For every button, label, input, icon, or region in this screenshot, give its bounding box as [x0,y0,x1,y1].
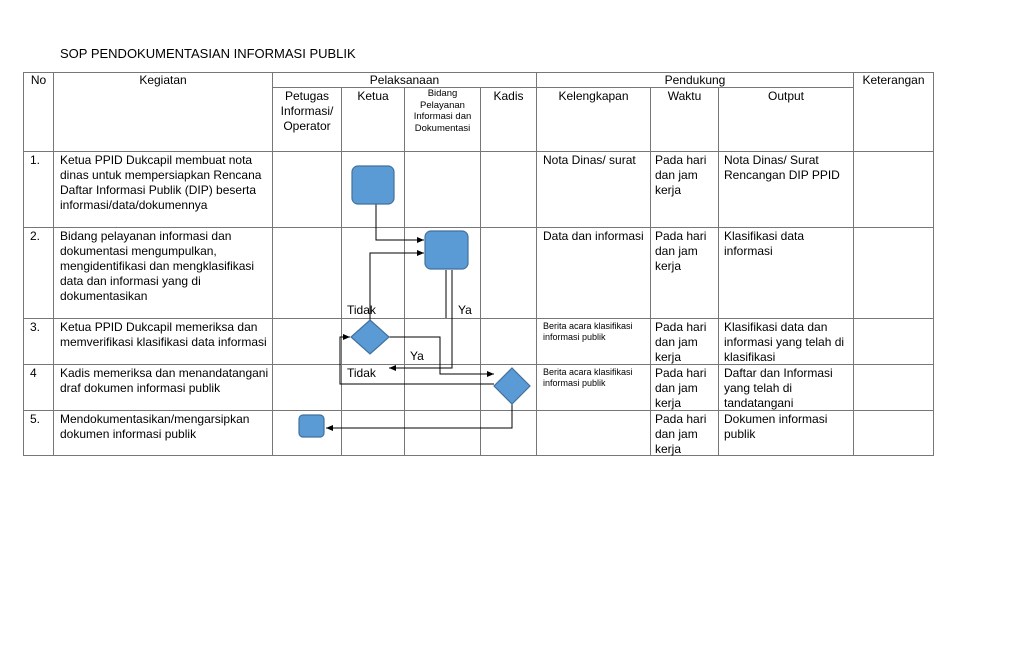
row2-kelengkapan: Data dan informasi [543,229,644,243]
row3-no: 3. [30,320,41,334]
header-keterangan: Keterangan [862,73,925,87]
row3-kegiatan: Ketua PPID Dukcapil memeriksa dan memverifikasi klasifikasi data informasi [60,320,267,349]
process-box-step5 [299,415,324,437]
header-kelengkapan: Kelengkapan [558,89,629,103]
row4-kelengkapan: Berita acara klasifikasi informasi publik [543,367,633,388]
decision-diamond-step3 [351,320,389,354]
row4-no: 4 [30,366,37,380]
row2-kegiatan: Bidang pelayanan informasi dan dokumentasi mengumpulkan, mengidentifikasi dan mengklasifikasi data dan informasi yang di dokumentasikan [60,229,255,303]
header-waktu: Waktu [667,89,702,103]
header-pelaksanaan: Pelaksanaan [369,73,440,87]
row1-no: 1. [30,153,41,167]
flow-label-ya-1: Ya [458,303,472,317]
row1-kelengkapan: Nota Dinas/ surat [543,153,636,167]
header-kadis: Kadis [493,89,524,103]
flow-label-ya-2: Ya [410,349,424,363]
connector-tidak-back-to-2 [370,253,424,322]
header-pendukung: Pendukung [664,73,726,87]
row5-output: Dokumen informasi publik [724,412,828,441]
row3-waktu: Pada hari dan jam kerja [655,320,707,364]
header-ketua: Ketua [357,89,389,103]
connector-4-to-5 [326,404,512,428]
row1-waktu: Pada hari dan jam kerja [655,153,707,197]
row5-kegiatan: Mendokumentasikan/mengarsipkan dokumen informasi publik [60,412,250,441]
flow-label-tidak-2: Tidak [347,366,376,380]
process-box-step1 [352,166,394,204]
row3-output: Klasifikasi data dan informasi yang telah di klasifikasi [724,320,845,364]
header-petugas: Petugas Informasi/ Operator [280,89,334,133]
flow-label-tidak-1: Tidak [347,303,376,317]
row1-output: Nota Dinas/ Surat Rencangan DIP PPID [724,153,840,182]
row4-kegiatan: Kadis memeriksa dan menandatangani draf dokumen informasi publik [60,366,269,395]
row4-waktu: Pada hari dan jam kerja [655,366,707,410]
decision-diamond-step4 [494,368,530,404]
header-kegiatan: Kegiatan [139,73,187,87]
connector-1-to-2 [376,204,424,240]
row2-waktu: Pada hari dan jam kerja [655,229,707,273]
row4-output: Daftar dan Informasi yang telah di tandatangani [724,366,833,410]
header-bidang: Bidang Pelayanan Informasi dan Dokumentasi [413,88,472,134]
row2-no: 2. [30,229,41,243]
row1-kegiatan: Ketua PPID Dukcapil membuat nota dinas untuk mempersiapkan Rencana Daftar Informasi Publik (DIP) beserta informasi/data/dokumennya [60,153,262,212]
row3-kelengkapan: Berita acara klasifikasi informasi publik [543,321,633,342]
row2-output: Klasifikasi data informasi [724,229,805,258]
row5-waktu: Pada hari dan jam kerja [655,412,707,456]
page-title: SOP PENDOKUMENTASIAN INFORMASI PUBLIK [60,46,356,61]
header-no: No [30,73,47,87]
row5-no: 5. [30,412,41,426]
process-box-step2 [425,231,468,269]
header-output: Output [767,89,805,103]
